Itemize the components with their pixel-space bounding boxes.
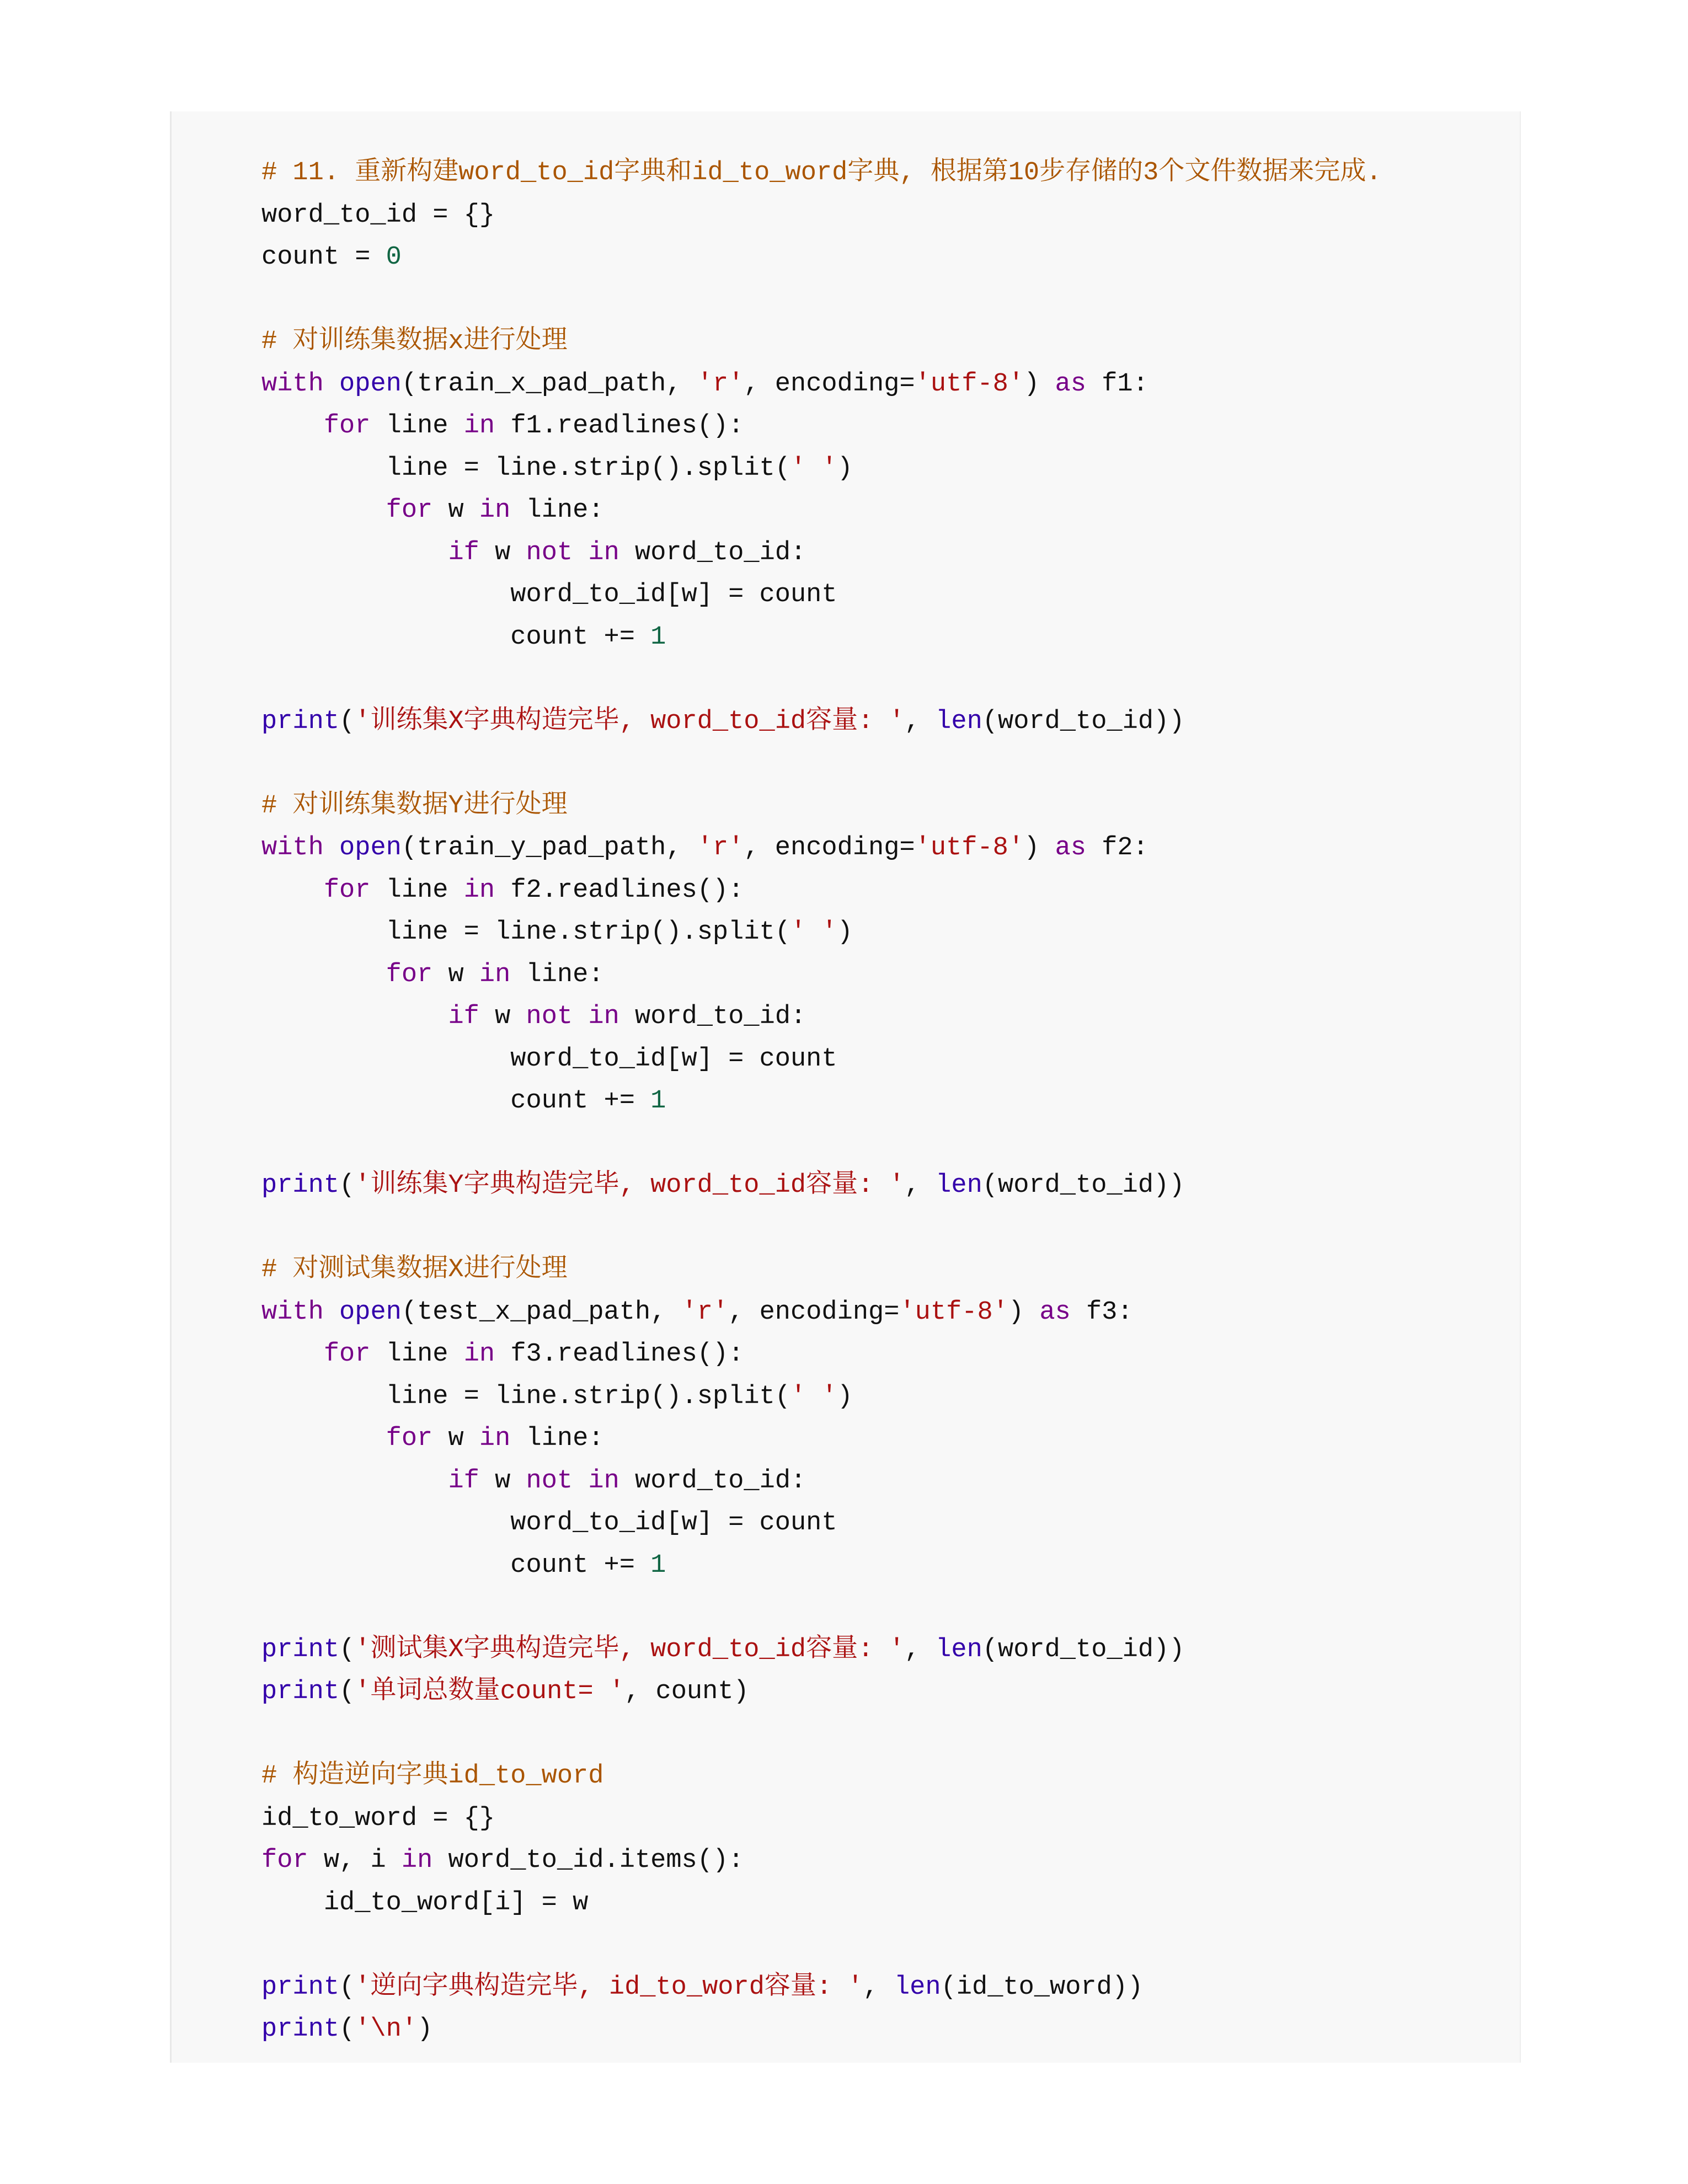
code-token-keyword: not	[526, 1002, 573, 1031]
code-token-text: f1.readlines():	[495, 411, 744, 441]
code-token-text: )	[837, 453, 853, 483]
code-block	[170, 111, 1521, 2063]
code-token-builtin: print	[261, 1972, 340, 2002]
code-token-text: word_to_id = {}	[261, 200, 495, 230]
code-token-text: f2.readlines():	[495, 875, 744, 905]
code-token-text: (	[339, 1171, 355, 1200]
code-token-text: )	[1024, 833, 1055, 863]
code-token-string: ' '	[790, 453, 837, 483]
code-token-keyword: in	[463, 875, 495, 905]
code-token-text	[324, 370, 339, 399]
code-line	[261, 237, 1520, 279]
code-token-text: w	[479, 1466, 526, 1496]
code-token-string: 'r'	[697, 833, 744, 863]
code-token-builtin: len	[936, 1171, 982, 1200]
code-token-text: f3.readlines():	[495, 1340, 744, 1369]
code-line	[261, 1502, 1520, 1545]
code-token-comment: # 对训练集数据Y进行处理	[261, 791, 568, 821]
code-token-text: line	[370, 875, 464, 905]
code-token-number: 1	[650, 622, 666, 652]
code-token-keyword: if	[448, 538, 479, 568]
code-line	[261, 1671, 1520, 1714]
code-token-string: 'utf-8'	[915, 369, 1024, 399]
code-token-text: line = line.strip().split(	[261, 453, 790, 483]
code-token-number: 1	[650, 1086, 666, 1116]
code-token-text: count +=	[261, 622, 651, 652]
code-token-builtin: len	[936, 706, 982, 736]
code-token-text	[261, 1002, 448, 1031]
code-line	[261, 1629, 1520, 1672]
code-line	[261, 1292, 1520, 1334]
code-token-text: f2:	[1086, 833, 1149, 863]
code-token-text: f3:	[1070, 1297, 1133, 1327]
code-line	[261, 152, 1520, 195]
code-token-text: line	[370, 1340, 464, 1369]
code-token-text: word_to_id:	[619, 1002, 806, 1031]
code-token-text: (	[339, 1677, 355, 1706]
code-token-builtin: print	[261, 1677, 340, 1706]
code-token-text: w	[432, 496, 479, 525]
code-token-comment: # 对训练集数据x进行处理	[261, 327, 568, 356]
code-line	[261, 195, 1520, 237]
code-token-text	[261, 411, 324, 441]
code-token-keyword: as	[1055, 833, 1086, 863]
code-line	[261, 1123, 1520, 1165]
code-token-text: (word_to_id))	[982, 706, 1185, 736]
code-token-builtin: print	[261, 706, 340, 736]
code-token-builtin: len	[894, 1972, 941, 2002]
code-token-keyword: for	[323, 411, 371, 441]
code-token-keyword: for	[323, 875, 371, 905]
code-token-text: line	[370, 411, 464, 441]
code-line	[261, 659, 1520, 701]
code-token-builtin: print	[261, 2015, 340, 2044]
code-token-keyword: for	[261, 1846, 308, 1875]
code-token-text: ,	[904, 1171, 936, 1200]
code-line	[261, 870, 1520, 912]
code-token-string: '\n'	[355, 2015, 418, 2044]
code-token-text: line = line.strip().split(	[261, 918, 790, 947]
code-token-keyword: in	[463, 1340, 495, 1369]
code-token-text: (	[339, 706, 355, 736]
code-token-string: '逆向字典构造完毕, id_to_word容量: '	[355, 1972, 863, 2002]
code-line	[261, 321, 1520, 363]
code-line	[261, 1165, 1520, 1207]
code-token-comment: # 11. 重新构建word_to_id字典和id_to_word字典, 根据第10步存储的3个文件数据来完成.	[261, 158, 1382, 188]
code-line	[261, 405, 1520, 448]
code-token-text: w	[479, 538, 526, 568]
code-token-text: ,	[904, 706, 936, 736]
code-line	[261, 1967, 1520, 2009]
code-token-text	[573, 1466, 588, 1496]
code-line	[261, 743, 1520, 785]
code-token-text: (	[339, 1972, 355, 2002]
code-token-builtin: open	[339, 833, 402, 863]
code-line	[261, 785, 1520, 828]
code-token-string: '训练集Y字典构造完毕, word_to_id容量: '	[355, 1171, 905, 1200]
code-token-text: word_to_id:	[619, 538, 806, 568]
code-token-text: line:	[510, 960, 604, 989]
code-line	[261, 1207, 1520, 1250]
code-token-keyword: in	[588, 1466, 619, 1496]
code-token-text: word_to_id:	[619, 1466, 806, 1496]
code-token-builtin: open	[339, 369, 402, 399]
code-token-keyword: for	[386, 1424, 433, 1453]
code-line	[261, 1587, 1520, 1629]
code-line	[261, 1798, 1520, 1840]
code-token-keyword: with	[261, 369, 324, 399]
code-token-text: ,	[863, 1972, 894, 2002]
code-token-keyword: in	[463, 411, 495, 441]
code-token-text	[324, 1298, 339, 1327]
code-token-string: 'utf-8'	[915, 833, 1024, 863]
code-token-text: )	[1008, 1297, 1040, 1327]
code-token-text: (	[339, 2015, 355, 2044]
code-token-keyword: for	[386, 960, 433, 989]
code-token-string: 'r'	[681, 1297, 729, 1327]
code-token-text: word_to_id[w] = count	[261, 1044, 837, 1074]
code-token-text: , encoding=	[744, 369, 915, 399]
code-token-keyword: in	[479, 1424, 511, 1453]
code-token-text	[261, 1424, 386, 1453]
code-line	[261, 490, 1520, 532]
code-token-string: ' '	[790, 1382, 837, 1411]
code-line	[261, 532, 1520, 575]
code-line	[261, 1460, 1520, 1503]
code-token-string: 'r'	[697, 369, 744, 399]
code-line	[261, 954, 1520, 997]
code-token-text: , encoding=	[728, 1297, 900, 1327]
code-token-text: count =	[261, 243, 386, 272]
code-token-text	[261, 538, 448, 568]
code-token-text: count +=	[261, 1086, 651, 1116]
code-token-text	[573, 1002, 588, 1031]
code-line	[261, 1249, 1520, 1292]
code-token-keyword: in	[588, 1002, 619, 1031]
code-token-keyword: as	[1039, 1297, 1071, 1327]
code-token-text: , count)	[624, 1677, 749, 1706]
code-token-keyword: if	[448, 1466, 479, 1496]
code-token-text: , encoding=	[744, 833, 915, 863]
code-token-text: (word_to_id))	[982, 1171, 1185, 1200]
code-token-text: line:	[510, 496, 604, 525]
code-token-keyword: in	[401, 1846, 433, 1875]
code-line	[261, 2009, 1520, 2051]
code-token-keyword: not	[526, 1466, 573, 1496]
code-token-text: id_to_word = {}	[261, 1803, 495, 1833]
code-line	[261, 1545, 1520, 1587]
code-line	[261, 1039, 1520, 1081]
code-line	[261, 279, 1520, 322]
code-token-keyword: with	[261, 1297, 324, 1327]
code-token-text: )	[837, 918, 853, 947]
code-line	[261, 701, 1520, 743]
code-line	[261, 1882, 1520, 1925]
code-token-text: word_to_id[w] = count	[261, 1508, 837, 1538]
code-line	[261, 363, 1520, 406]
code-token-builtin: print	[261, 1635, 340, 1664]
code-token-text: (train_y_pad_path,	[401, 833, 697, 863]
code-token-text: (test_x_pad_path,	[401, 1297, 682, 1327]
code-token-string: '训练集X字典构造完毕, word_to_id容量: '	[355, 706, 905, 736]
code-token-text: w, i	[308, 1846, 402, 1875]
code-line	[261, 1376, 1520, 1418]
code-token-keyword: in	[588, 538, 619, 568]
code-token-text: count +=	[261, 1550, 651, 1580]
code-token-string: ' '	[790, 918, 837, 947]
code-token-text: )	[1024, 369, 1055, 399]
code-token-text: f1:	[1086, 369, 1149, 399]
code-token-keyword: not	[526, 538, 573, 568]
code-token-text	[573, 538, 588, 568]
code-token-text	[261, 876, 324, 905]
code-token-comment: # 对测试集数据X进行处理	[261, 1255, 568, 1284]
code-line	[261, 1755, 1520, 1798]
code-line	[261, 912, 1520, 954]
code-token-text: (word_to_id))	[982, 1635, 1185, 1664]
code-token-text: w	[479, 1002, 526, 1031]
code-token-builtin: open	[339, 1297, 402, 1327]
code-token-text: word_to_id.items():	[432, 1846, 744, 1875]
code-token-keyword: for	[323, 1340, 371, 1369]
code-line	[261, 1334, 1520, 1376]
code-token-number: 1	[650, 1550, 666, 1580]
code-token-string: '单词总数量count= '	[355, 1677, 625, 1706]
code-token-keyword: for	[386, 496, 433, 525]
code-token-text: line = line.strip().split(	[261, 1382, 790, 1411]
code-token-text	[261, 960, 386, 989]
code-line	[261, 996, 1520, 1039]
code-line	[261, 574, 1520, 617]
code-line	[261, 1714, 1520, 1756]
code-token-text: ,	[904, 1635, 936, 1664]
code-line	[261, 448, 1520, 490]
code-token-text: id_to_word[i] = w	[261, 1888, 589, 1918]
code-token-string: '测试集X字典构造完毕, word_to_id容量: '	[355, 1635, 905, 1664]
code-line	[261, 1840, 1520, 1882]
code-token-text: line:	[510, 1424, 604, 1453]
code-line	[261, 617, 1520, 659]
code-token-keyword: in	[479, 960, 511, 989]
code-line	[261, 827, 1520, 870]
code-token-text: w	[432, 1424, 479, 1453]
code-token-text: (train_x_pad_path,	[401, 369, 697, 399]
code-line	[261, 1418, 1520, 1460]
code-token-number: 0	[386, 243, 402, 272]
code-token-text	[261, 1340, 324, 1369]
code-token-keyword: with	[261, 833, 324, 863]
code-token-keyword: in	[479, 496, 511, 525]
code-token-text	[261, 1466, 448, 1496]
code-token-keyword: if	[448, 1002, 479, 1031]
code-line	[261, 1080, 1520, 1123]
code-token-builtin: print	[261, 1171, 340, 1200]
code-token-string: 'utf-8'	[899, 1297, 1008, 1327]
code-token-text: word_to_id[w] = count	[261, 580, 837, 609]
code-token-text	[324, 833, 339, 863]
code-token-builtin: len	[936, 1635, 982, 1664]
code-token-text: w	[432, 960, 479, 989]
code-token-comment: # 构造逆向字典id_to_word	[261, 1762, 604, 1791]
code-token-text: )	[417, 2015, 433, 2044]
code-token-text: (	[339, 1635, 355, 1664]
code-token-text: )	[837, 1382, 853, 1411]
code-token-text: (id_to_word))	[941, 1972, 1144, 2002]
code-token-text	[261, 496, 386, 525]
code-token-keyword: as	[1055, 369, 1086, 399]
code-line	[261, 1924, 1520, 1967]
